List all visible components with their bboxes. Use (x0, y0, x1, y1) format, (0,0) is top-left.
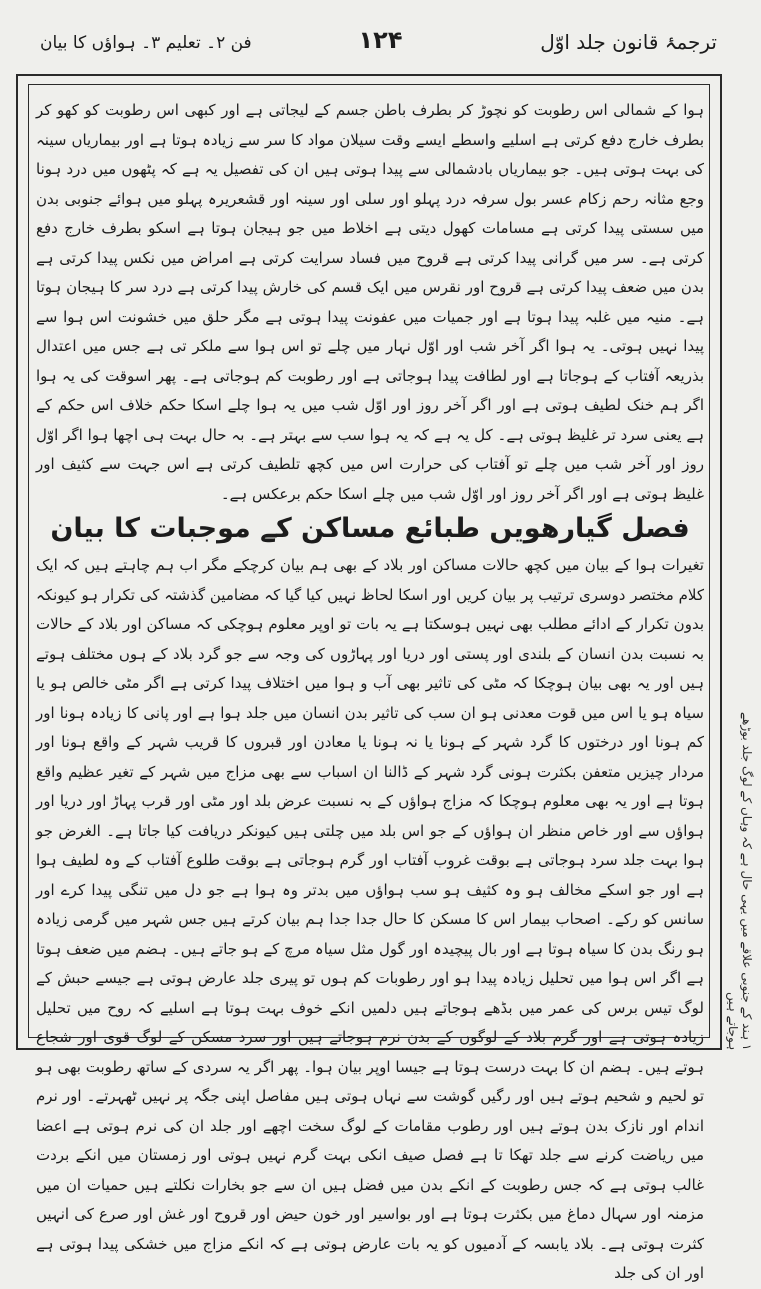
chapter-title: فن ۲۔ تعلیم ۳۔ ہواؤں کا بیان (40, 33, 252, 53)
page-number: ۱۲۴ (358, 26, 403, 54)
page-body (36, 96, 704, 1282)
section-heading: فصل گیارھویں طبائع مساکن کے موجبات کا بیان (50, 513, 690, 544)
paragraph: ہوا کے شمالی اس رطوبت کو نچوڑ کر بطرف باطن جسم کے لیجاتی ہے اور کبھی اس رطوبت کو کھو کر بطرف خارج دفع کرتی ہے اسلیے واسطے ایسے وقت سیلان مواد کا سر سے زیادہ ہوتا ہے اور بیماریاں سینہ کی بہت ہوتی ہیں۔ جو بیماریاں بادشمالی سے پیدا ہوتی ہیں ان کی تفصیل یہ ہے کہ پٹھوں میں درد ہونا وجع مثانہ رحم زکام عسر بول سرفہ درد پہلو اور سلی اور سینہ اور قشعریرہ پہلو میں ہوائے جنوبی بدن میں سستی پیدا کرتی ہے مسامات کھول دیتی ہے اخلاط میں جو ہیجان ہوتا ہے اسکو بطرف خارج دفع کرتی ہے۔ سر میں گرانی پیدا کرتی ہے قروح میں فساد سرایت کرتی ہے امراض میں نکس پیدا کرتی ہے بدن میں ضعف پیدا کرتی ہے قروح اور نقرس میں ایک قسم کی خارش پیدا کرتی ہے درد سر کا ہیجان ہوتا ہے۔ منیہ میں غلبہ پیدا ہوتا ہے اور جمیات میں عفونت پیدا ہوتی ہے مگر حلق میں خشونت اس ہوا سے پیدا نہیں ہوتی۔ یہ ہوا اگر آخر شب اور اوّل نہار میں چلے تو اس ہوا سے ملکر تی ہے جس میں اعتدال بذریعہ آفتاب کے ہوجاتا ہے اور لطافت پیدا ہوجاتی ہے اور رطوبت کم ہوجاتی ہے۔ پھر اسوقت کی یہ ہوا اگر ہم خنک لطیف ہوتی ہے اور اگر آخر روز اور اوّل شب میں یہ ہوا چلے اسکا حکم خلاف اس حکم کے ہے یعنی سرد تر غلیظ ہوتی ہے۔ کل یہ ہے کہ یہ ہوا سب سے بہتر ہے۔ بہ حال بہت ہی اچھا ہوا اگر اوّل روز اور آخر شب میں چلے تو آفتاب کی حرارت اس میں کچھ تلطیف کرتی ہے اس جہت سے کثیف اور غلیظ ہوتی ہے اور اگر آخر روز اور اوّل شب میں چلے اسکا حکم برعکس ہے۔ (36, 101, 704, 503)
page-header (0, 0, 761, 80)
paragraph: تغیرات ہوا کے بیان میں کچھ حالات مساکن اور بلاد کے بھی ہم بیان کرچکے مگر اب ہم چاہتے ہیں کہ ایک کلام مختصر دوسری ترتیب پر بیان کریں اور اسکا لحاظ نہیں کیا گیا کہ مضامین گذشتہ کی تکرار ہو کیونکہ بدون تکرار کے ادائے مطلب بھی نہیں ہوسکتا ہے یہ بات تو اوپر معلوم ہوچکی کہ مساکن اور بلاد کے حالات بہ نسبت بدن انسان کے بلندی اور پستی اور دریا اور پہاڑوں کی وجہ سے جو گرد بلاد کے ہوں مختلف ہوتے ہیں اور یہ بھی بیان ہوچکا کہ مٹی کی تاثیر بھی آب و ہوا میں اختلاف پیدا کرتی ہے اگر مٹی خالص ہو یا سیاہ ہو یا اس میں قوت معدنی ہو ان سب کی تاثیر بدن انسان میں جلد ہوا ہے اور پانی کا زیادہ ہونا اور کم ہونا اور درختوں کا گرد شہر کے ہونا یا نہ ہونا یا معادن اور قبروں کا قریب شہر کے واقع ہونا اور مردار چیزیں متعفن بکثرت ہونی گرد شہر کے ڈالنا ان اسباب سے بھی مزاج میں شہر کے تغیر عظیم واقع ہوتا ہے اور یہ بھی معلوم ہوچکا کہ مزاج ہواؤں کے بہ نسبت عرض بلد اور مٹی اور قرب پہاڑ اور دریا اور ہواؤں سے اور خاص منظر ان ہواؤں کے جو اس بلد میں چلتی ہیں کیونکر دریافت کیا جاتا ہے۔ الغرض جو ہوا بہت جلد سرد ہوجاتی ہے بوقت غروب آفتاب اور گرم ہوجاتی ہے بوقت طلوع آفتاب کے وہ لطیف ہوا ہے اور جو اسکے مخالف ہو وہ کثیف ہو سب ہواؤں میں بدتر وہ ہوا ہے جو دل میں تنگی پیدا کرے اور سانس کو رکے۔ اصحاب بیمار اس کا مسکن کا حال جدا جدا ہم بیان کرتے ہیں جس شہر میں گرمی زیادہ ہو رنگ بدن کا سیاہ ہوتا ہے اور بال پیچیدہ اور گول مثل سیاہ مرچ کے ہو جاتے ہیں۔ ہضم میں ضعف ہوتا ہے اگر اس ہوا میں تحلیل زیادہ پیدا ہو اور رطوبات کم ہوں تو پیری جلد عارض ہوتی ہے جیسے حبش کے لوگ تیس برس کی عمر میں بڈھے ہوجاتے ہیں دلمیں انکے خوف بہت ہوتا ہے اسلیے کہ روح میں تحلیل زیادہ ہوتی ہے اور گرم بلاد کے لوگوں کے بدن نرم ہوجاتے ہیں اور سرد مسکن کے لوگ قوی اور شجاع ہوتے ہیں۔ ہضم ان کا بہت درست ہوتا ہے جیسا اوپر بیان ہوا۔ پھر اگر یہ سردی کے ساتھ رطوبت بھی ہو تو لحیم و شحیم ہوتے ہیں اور رگیں گوشت سے نہاں ہوتی ہیں مفاصل اپنی جگہ پر نہیں ٹھہرتے۔ اور نرم اندام اور نازک بدن ہوتے ہیں اور رطوب مقامات کے لوگ سخت اچھے اور جلد ان کی نرم ہوتی ہے اعضا میں ریاضت کرنے سے جلد تھکا تا ہے فصل صیف انکی بہت گرم نہیں ہوتی اور زمستان میں انکے بردت غالب ہوتی ہے کہ جس رطوبت کے انکے بدن میں فضل ہیں ان سے جو بخارات نکلتے ہیں حمیات ان میں مزمنہ اور سہال دماغ میں بکثرت ہوتا ہے اور بواسیر اور خون حیض اور قروح اور غش اور صرع کی انہیں کثرت ہوتی ہے۔ بلاد یابسہ کے آدمیوں کو یہ بات عارض ہوتی ہے کہ انکے مزاج میں خشکی پیدا ہوتی ہے اور ان کی جلد (36, 556, 704, 1282)
margin-note: ۱ ہند کے جنوبی علاقے میں یہی حال ہے کہ وہاں کے لوگ جلد بوڑھے ہوجاتے ہیں (726, 711, 754, 1050)
book-title: ترجمۂ قانون جلد اوّل (540, 30, 717, 54)
